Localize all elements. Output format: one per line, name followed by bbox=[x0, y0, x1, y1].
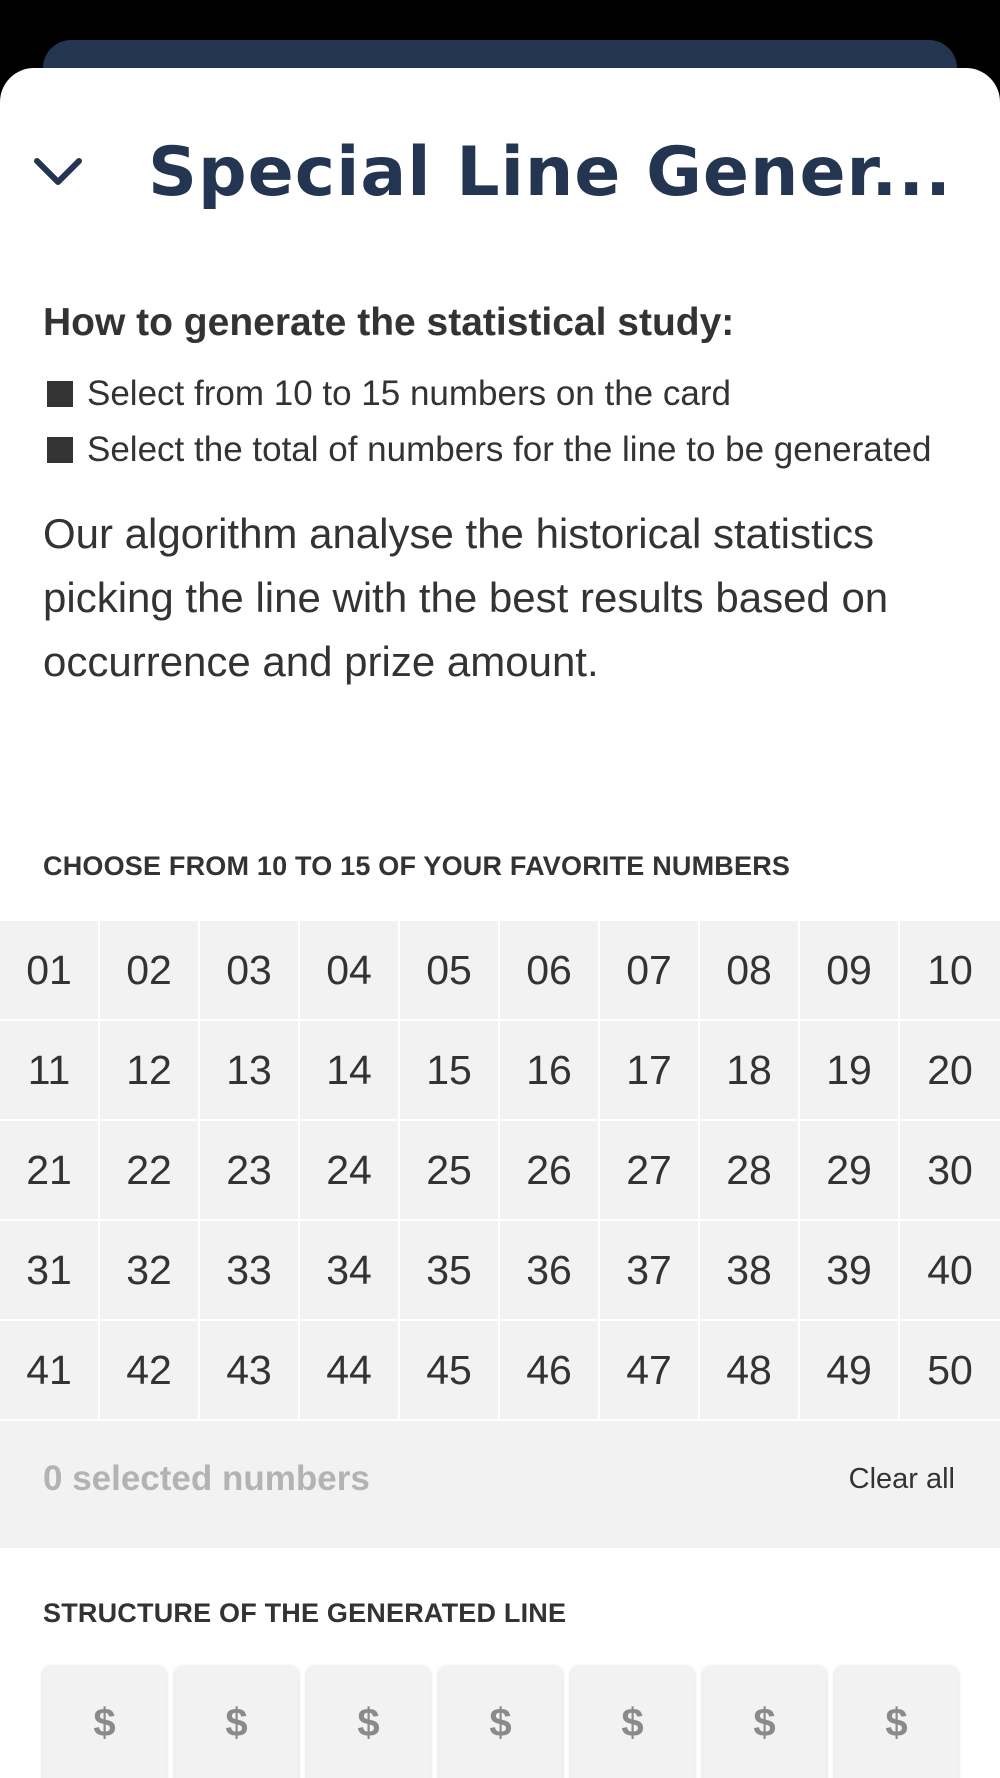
structure-slot[interactable] bbox=[703, 1665, 826, 1778]
number-cell[interactable]: 16 bbox=[500, 1021, 600, 1121]
number-cell[interactable]: 17 bbox=[600, 1021, 700, 1121]
number-cell[interactable]: 20 bbox=[900, 1021, 1000, 1121]
slot-symbol: $ bbox=[489, 1701, 512, 1745]
number-cell[interactable]: 49 bbox=[800, 1321, 900, 1421]
choose-numbers-label: CHOOSE FROM 10 TO 15 OF YOUR FAVORITE NUMBERS bbox=[43, 851, 791, 881]
number-cell[interactable]: 35 bbox=[400, 1221, 500, 1321]
number-cell[interactable]: 38 bbox=[700, 1221, 800, 1321]
number-cell[interactable]: 32 bbox=[100, 1221, 200, 1321]
instruction-step-text: Select the total of numbers for the line to be generated bbox=[87, 430, 932, 469]
number-cell[interactable]: 13 bbox=[200, 1021, 300, 1121]
number-cell[interactable]: 18 bbox=[700, 1021, 800, 1121]
number-cell[interactable]: 34 bbox=[300, 1221, 400, 1321]
structure-slot[interactable] bbox=[175, 1665, 298, 1778]
number-cell[interactable]: 21 bbox=[0, 1121, 100, 1221]
slot-symbol: $ bbox=[885, 1701, 908, 1745]
structure-slots bbox=[43, 1665, 958, 1778]
number-cell[interactable]: 05 bbox=[400, 921, 500, 1021]
number-cell[interactable]: 33 bbox=[200, 1221, 300, 1321]
slot-symbol: $ bbox=[621, 1701, 644, 1745]
number-cell[interactable]: 44 bbox=[300, 1321, 400, 1421]
number-cell[interactable]: 10 bbox=[900, 921, 1000, 1021]
number-cell[interactable]: 27 bbox=[600, 1121, 700, 1221]
number-cell[interactable]: 22 bbox=[100, 1121, 200, 1221]
structure-slot[interactable] bbox=[307, 1665, 430, 1778]
number-grid bbox=[0, 921, 1000, 1421]
bottom-sheet bbox=[0, 68, 1000, 1778]
structure-slot[interactable] bbox=[43, 1665, 166, 1778]
number-cell[interactable]: 31 bbox=[0, 1221, 100, 1321]
clear-all-button[interactable]: Clear all bbox=[848, 1463, 955, 1495]
number-cell[interactable]: 37 bbox=[600, 1221, 700, 1321]
number-cell[interactable]: 39 bbox=[800, 1221, 900, 1321]
number-cell[interactable]: 29 bbox=[800, 1121, 900, 1221]
number-cell[interactable]: 19 bbox=[800, 1021, 900, 1121]
chevron-down-icon bbox=[32, 154, 84, 190]
number-cell[interactable]: 50 bbox=[900, 1321, 1000, 1421]
number-cell[interactable]: 48 bbox=[700, 1321, 800, 1421]
square-bullet-icon bbox=[47, 381, 73, 407]
number-cell[interactable]: 01 bbox=[0, 921, 100, 1021]
slot-symbol: $ bbox=[225, 1701, 248, 1745]
number-cell[interactable]: 11 bbox=[0, 1021, 100, 1121]
number-cell[interactable]: 06 bbox=[500, 921, 600, 1021]
instruction-step bbox=[43, 366, 963, 422]
number-cell[interactable]: 45 bbox=[400, 1321, 500, 1421]
structure-slot[interactable] bbox=[835, 1665, 958, 1778]
number-cell[interactable]: 41 bbox=[0, 1321, 100, 1421]
sheet-header bbox=[0, 118, 1000, 228]
instructions-title: How to generate the statistical study: bbox=[43, 301, 735, 344]
algorithm-description: Our algorithm analyse the historical statistics picking the line with the best results based on occurrence and prize amount. bbox=[43, 510, 889, 685]
number-cell[interactable]: 02 bbox=[100, 921, 200, 1021]
instructions bbox=[43, 298, 963, 694]
structure-slot[interactable] bbox=[571, 1665, 694, 1778]
number-cell[interactable]: 42 bbox=[100, 1321, 200, 1421]
number-cell[interactable]: 09 bbox=[800, 921, 900, 1021]
square-bullet-icon bbox=[47, 437, 73, 463]
selection-bar bbox=[0, 1421, 1000, 1548]
number-cell[interactable]: 46 bbox=[500, 1321, 600, 1421]
page-title: Special Line Gener... bbox=[148, 133, 952, 212]
number-cell[interactable]: 47 bbox=[600, 1321, 700, 1421]
instruction-step bbox=[43, 422, 963, 478]
number-cell[interactable]: 15 bbox=[400, 1021, 500, 1121]
number-cell[interactable]: 40 bbox=[900, 1221, 1000, 1321]
slot-symbol: $ bbox=[357, 1701, 380, 1745]
selected-count: 0 selected numbers bbox=[43, 1459, 370, 1498]
number-cell[interactable]: 12 bbox=[100, 1021, 200, 1121]
number-cell[interactable]: 23 bbox=[200, 1121, 300, 1221]
number-cell[interactable]: 07 bbox=[600, 921, 700, 1021]
number-cell[interactable]: 25 bbox=[400, 1121, 500, 1221]
number-cell[interactable]: 03 bbox=[200, 921, 300, 1021]
number-cell[interactable]: 36 bbox=[500, 1221, 600, 1321]
number-cell[interactable]: 26 bbox=[500, 1121, 600, 1221]
number-cell[interactable]: 28 bbox=[700, 1121, 800, 1221]
instruction-step-text: Select from 10 to 15 numbers on the card bbox=[87, 374, 731, 413]
number-cell[interactable]: 43 bbox=[200, 1321, 300, 1421]
number-cell[interactable]: 30 bbox=[900, 1121, 1000, 1221]
collapse-button[interactable] bbox=[24, 138, 92, 206]
slot-symbol: $ bbox=[753, 1701, 776, 1745]
number-cell[interactable]: 04 bbox=[300, 921, 400, 1021]
structure-label: STRUCTURE OF THE GENERATED LINE bbox=[43, 1598, 567, 1628]
number-cell[interactable]: 24 bbox=[300, 1121, 400, 1221]
structure-slot[interactable] bbox=[439, 1665, 562, 1778]
number-cell[interactable]: 14 bbox=[300, 1021, 400, 1121]
number-cell[interactable]: 08 bbox=[700, 921, 800, 1021]
slot-symbol: $ bbox=[93, 1701, 116, 1745]
